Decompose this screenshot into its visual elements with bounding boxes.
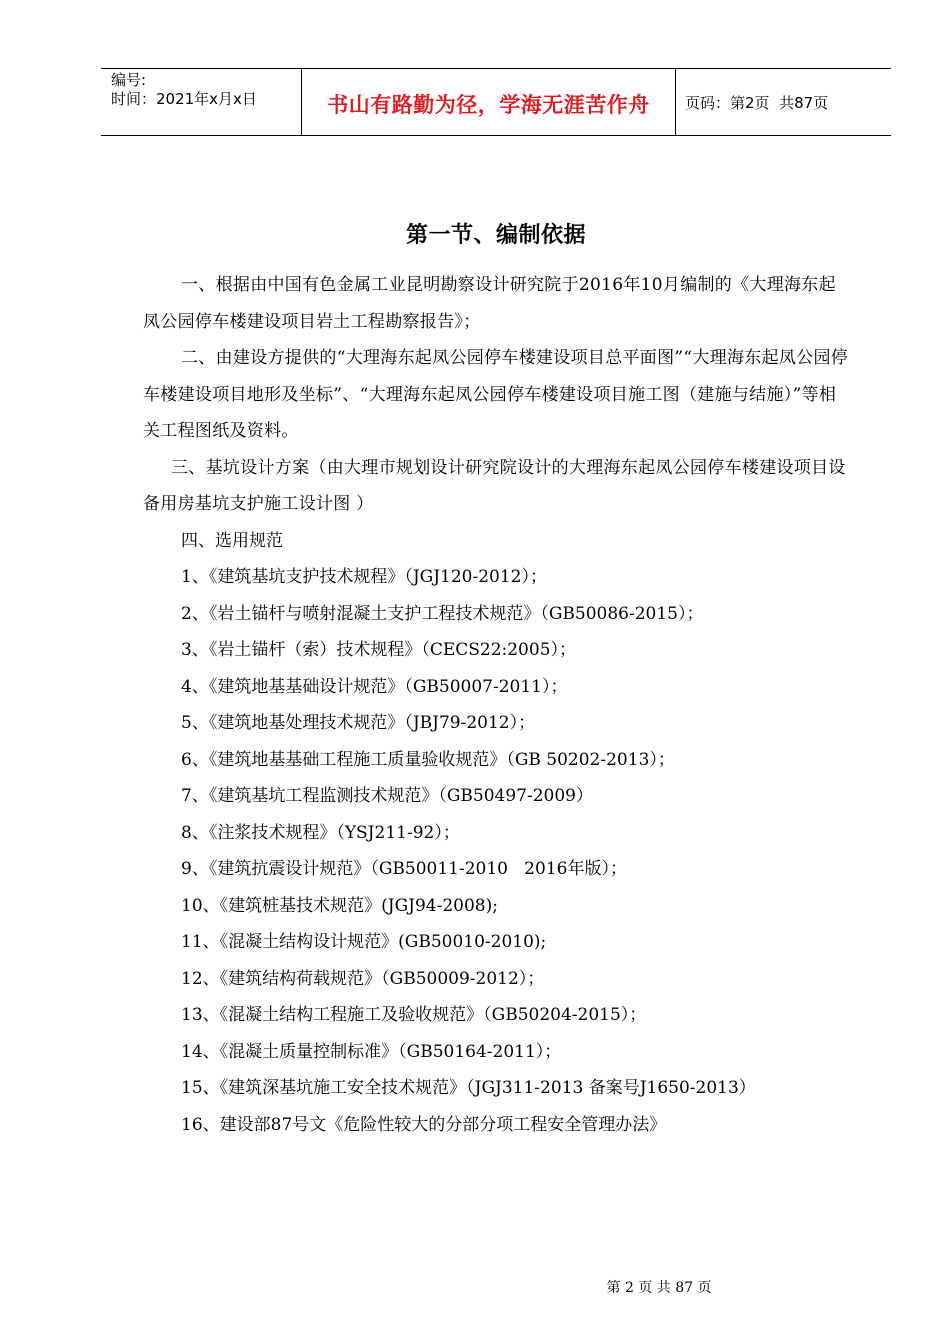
norm-item: 3、《岩土锚杆（索）技术规程》（CECS22:2005）； [181,640,577,660]
norm-item: 6、《建筑地基基础工程施工质量验收规范》（GB 50202-2013）； [181,749,675,770]
basis-paragraph-1: 一、根据由中国有色金属工业昆明勘察设计研究院于2016年10月编制的《大理海东起凤公园停车楼建设项目岩土工程勘察报告》； [143,275,836,332]
norm-item: 5、《建筑地基处理技术规范》（JBJ79-2012）； [181,713,536,733]
norm-item: 4、《建筑地基基础设计规范》（GB50007-2011）； [181,676,568,697]
basis-paragraph-3: 三、基坑设计方案（由大理市规划设计研究院设计的大理海东起凤公园停车楼建设项目设备用房基坑支护施工设计图 ） [143,457,846,514]
norms-heading: 四、选用规范 [181,530,283,551]
document-body [143,267,851,1143]
page-header [101,68,891,136]
norm-item: 12、《建筑结构荷载规范》（GB50009-2012）； [181,968,545,989]
header-page-info: 页码：第2页 共87页 [685,93,829,112]
header-page-cell [676,69,891,135]
section-title: 第一节、编制依据 [405,223,586,248]
norm-item: 10、《建筑桩基技术规范》(JGJ94-2008); [181,895,498,916]
norm-item: 15、《建筑深基坑施工安全技术规范》（JGJ311-2013 备案号J1650-2013） [181,1078,756,1098]
norm-item: 2、《岩土锚杆与喷射混凝土支护工程技术规范》（GB50086-2015）； [181,603,704,624]
norm-item: 7、《建筑基坑工程监测技术规范》（GB50497-2009） [181,786,593,806]
page-footer: 第 2 页 共 87 页 [606,1280,712,1296]
document-number-label: 编号: [111,71,147,89]
basis-paragraph-2: 二、由建设方提供的“大理海东起凤公园停车楼建设项目总平面图”“大理海东起凤公园停车楼建设项目地形及坐标”、“大理海东起凤公园停车楼建设项目施工图（建施与结施）”等相关工程图纸及资料。 [143,348,849,441]
norm-item: 9、《建筑抗震设计规范》（GB50011-2010 2016年版）； [181,859,627,879]
norm-item: 8、《注浆技术规程》（YSJ211-92）； [181,822,460,843]
header-motto: 书山有路勤为径，学海无涯苦作舟 [327,93,650,117]
document-time-label: 时间：2021年x月x日 [111,90,257,108]
norm-item: 14、《混凝土质量控制标准》（GB50164-2011）； [181,1041,562,1062]
norms-list [143,559,851,1143]
header-motto-cell [302,69,676,135]
norm-item: 1、《建筑基坑支护技术规程》（JGJ120-2012）； [181,567,547,587]
norm-item: 16、建设部87号文《危险性较大的分部分项工程安全管理办法》 [181,1114,667,1135]
norm-item: 11、《混凝土结构设计规范》(GB50010-2010); [181,932,547,952]
header-meta-cell [101,69,302,135]
norm-item: 13、《混凝土结构工程施工及验收规范》（GB50204-2015）； [181,1005,647,1025]
